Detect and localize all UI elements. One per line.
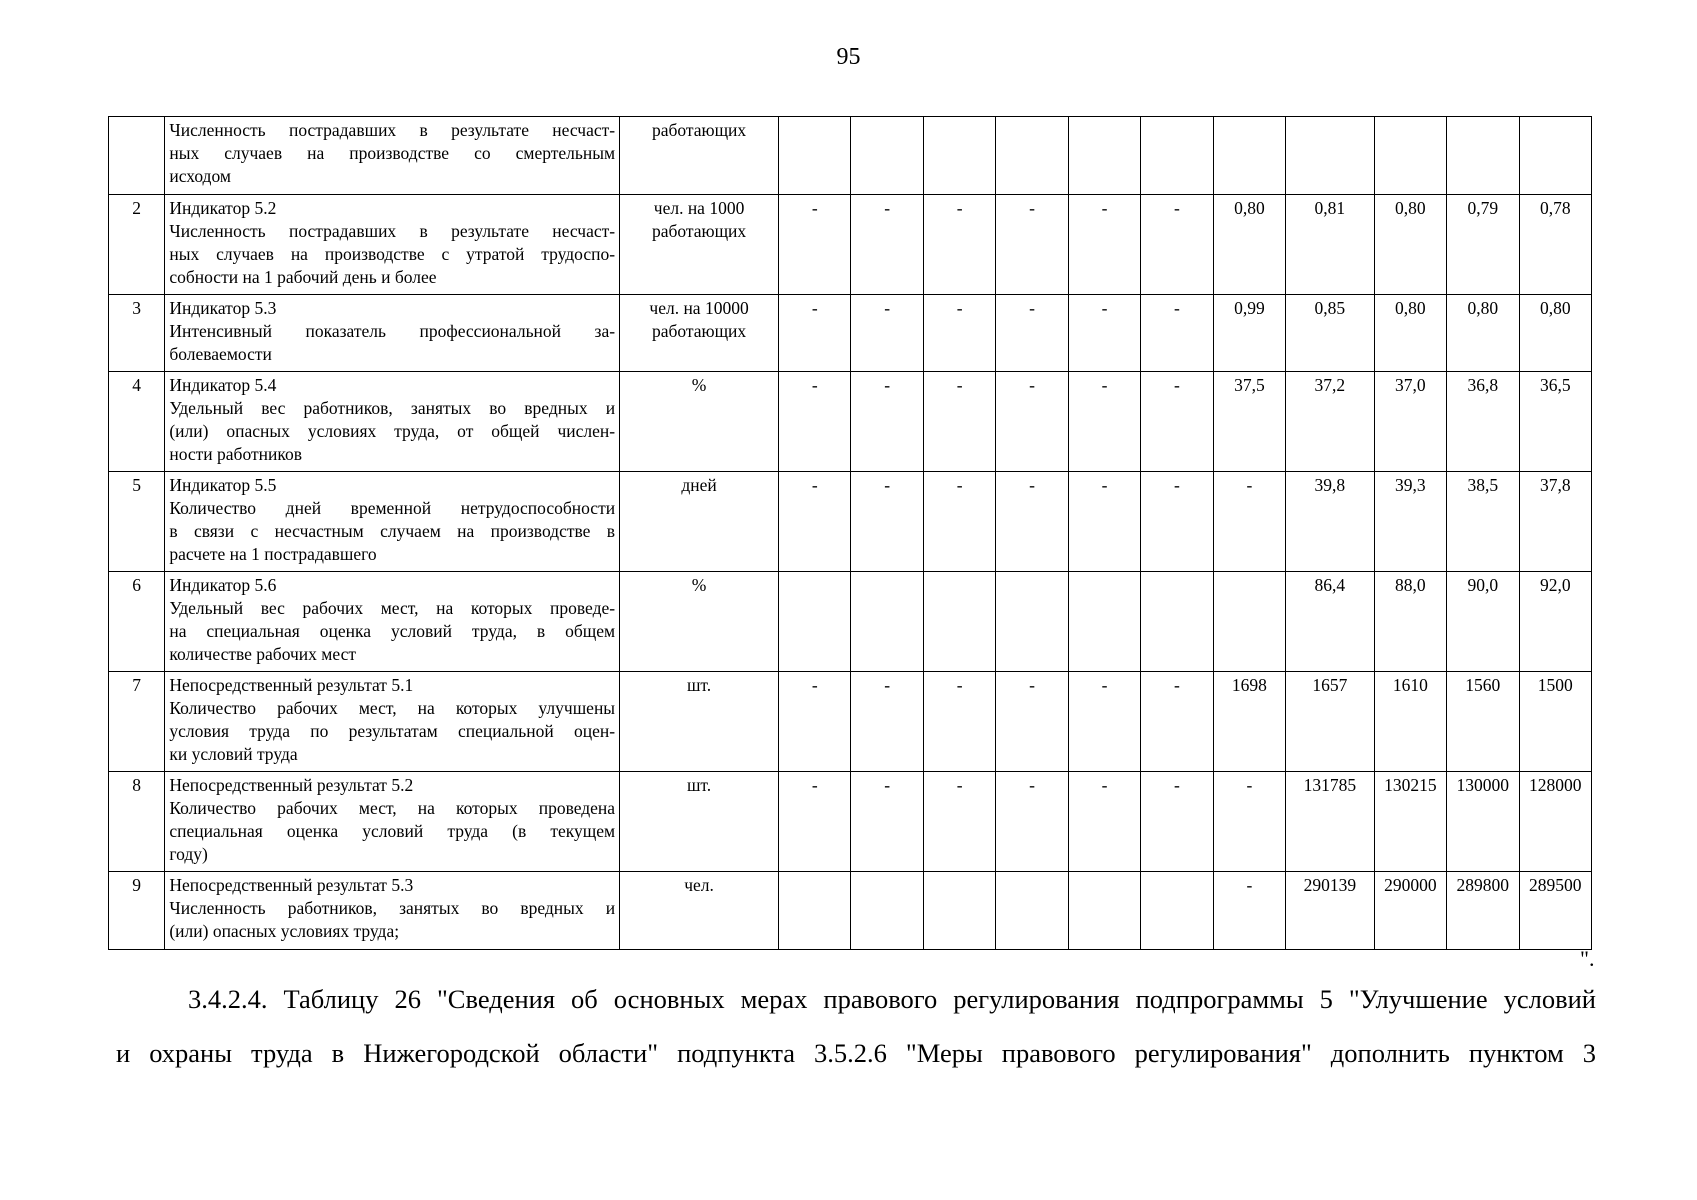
value-cell: 86,4 xyxy=(1286,572,1375,672)
value-cell xyxy=(923,117,995,195)
indicator-name-line: (или) опасных условиях труда, от общей числен- xyxy=(169,421,616,441)
indicator-name-line: Непосредственный результат 5.3 xyxy=(169,875,414,895)
indicator-name xyxy=(165,572,620,672)
value-cell: - xyxy=(851,372,923,472)
unit-line: чел. xyxy=(684,875,714,895)
unit-line: работающих xyxy=(651,221,747,241)
value-cell xyxy=(1141,572,1213,672)
value-cell xyxy=(1141,117,1213,195)
indicator-name-line: специальная оценка условий труда (в текущем xyxy=(169,821,616,841)
value-cell: - xyxy=(996,195,1068,295)
indicator-name-line: Индикатор 5.5 xyxy=(169,475,277,495)
indicator-name-line: в связи с несчастным случаем на производстве в xyxy=(169,521,616,541)
table-row xyxy=(109,295,1592,372)
indicator-name-line: Удельный вес работников, занятых во вредных и xyxy=(169,398,616,418)
unit-line: % xyxy=(691,575,707,595)
unit-line: шт. xyxy=(686,675,712,695)
value-cell: 0,80 xyxy=(1374,195,1446,295)
value-cell: 1698 xyxy=(1213,672,1285,772)
value-cell: - xyxy=(923,472,995,572)
value-cell: 0,80 xyxy=(1213,195,1285,295)
value-cell: 37,8 xyxy=(1519,472,1592,572)
indicator-name-line: ных случаев на производстве со смертельным xyxy=(169,143,616,163)
indicator-name xyxy=(165,472,620,572)
indicator-name-line: количестве рабочих мест xyxy=(169,644,356,664)
value-cell: 39,3 xyxy=(1374,472,1446,572)
value-cell: - xyxy=(1141,195,1213,295)
value-cell: 1610 xyxy=(1374,672,1446,772)
unit-cell xyxy=(620,472,779,572)
indicator-name-line: болеваемости xyxy=(169,344,272,364)
value-cell: - xyxy=(851,295,923,372)
value-cell xyxy=(1213,572,1285,672)
table-row xyxy=(109,872,1592,950)
table-row xyxy=(109,472,1592,572)
indicator-name-line: году) xyxy=(169,844,208,864)
unit-line: % xyxy=(691,375,707,395)
indicator-name-line: (или) опасных условиях труда; xyxy=(169,921,400,941)
indicator-name xyxy=(165,295,620,372)
value-cell: - xyxy=(851,195,923,295)
unit-line: работающих xyxy=(651,120,747,140)
value-cell: - xyxy=(1213,872,1285,950)
indicator-name-line: ных случаев на производстве с утратой трудоспо- xyxy=(169,244,616,264)
value-cell: - xyxy=(996,295,1068,372)
indicator-name-line: Количество рабочих мест, на которых улучшены xyxy=(169,698,616,718)
indicator-name-line: Непосредственный результат 5.1 xyxy=(169,675,414,695)
value-cell: 37,2 xyxy=(1286,372,1375,472)
value-cell: - xyxy=(1141,472,1213,572)
indicator-name-line: Численность работников, занятых во вредных и xyxy=(169,898,616,918)
value-cell: - xyxy=(923,672,995,772)
value-cell: - xyxy=(851,772,923,872)
indicators-table xyxy=(108,116,1592,950)
value-cell: 90,0 xyxy=(1447,572,1519,672)
value-cell: - xyxy=(923,295,995,372)
indicator-name-line: Индикатор 5.3 xyxy=(169,298,277,318)
row-number: 3 xyxy=(109,295,165,372)
amendment-paragraph xyxy=(116,972,1596,1080)
value-cell: 0,85 xyxy=(1286,295,1375,372)
row-number: 4 xyxy=(109,372,165,472)
value-cell: - xyxy=(1141,372,1213,472)
value-cell: - xyxy=(923,372,995,472)
unit-line: шт. xyxy=(686,775,712,795)
value-cell: - xyxy=(851,472,923,572)
value-cell xyxy=(996,872,1068,950)
indicator-name-line: условия труда по результатам специальной оцен- xyxy=(169,721,616,741)
row-number: 5 xyxy=(109,472,165,572)
value-cell: 131785 xyxy=(1286,772,1375,872)
value-cell: 0,80 xyxy=(1374,295,1446,372)
value-cell: - xyxy=(923,772,995,872)
indicator-name-line: исходом xyxy=(169,166,231,186)
indicator-name-line: собности на 1 рабочий день и более xyxy=(169,267,437,287)
indicator-name xyxy=(165,772,620,872)
indicator-name-line: Численность пострадавших в результате несчаст- xyxy=(169,221,616,241)
indicator-name xyxy=(165,117,620,195)
indicator-name-line: Интенсивный показатель профессиональной за- xyxy=(169,321,616,341)
value-cell: 130000 xyxy=(1447,772,1519,872)
unit-cell xyxy=(620,572,779,672)
indicator-name-line: Индикатор 5.2 xyxy=(169,198,277,218)
indicator-name xyxy=(165,672,620,772)
value-cell: 0,78 xyxy=(1519,195,1592,295)
value-cell: 130215 xyxy=(1374,772,1446,872)
value-cell: - xyxy=(1141,295,1213,372)
indicator-name-line: Численность пострадавших в результате несчаст- xyxy=(169,120,616,140)
row-number: 9 xyxy=(109,872,165,950)
row-number: 2 xyxy=(109,195,165,295)
value-cell xyxy=(851,117,923,195)
value-cell: 37,5 xyxy=(1213,372,1285,472)
value-cell xyxy=(1068,872,1140,950)
value-cell: 38,5 xyxy=(1447,472,1519,572)
unit-cell xyxy=(620,872,779,950)
value-cell xyxy=(996,572,1068,672)
indicator-name-line: Количество рабочих мест, на которых проведена xyxy=(169,798,616,818)
value-cell: - xyxy=(1068,195,1140,295)
value-cell: - xyxy=(996,772,1068,872)
unit-line: чел. на 1000 xyxy=(653,198,745,218)
table-row xyxy=(109,572,1592,672)
unit-line: дней xyxy=(681,475,717,495)
value-cell: 36,8 xyxy=(1447,372,1519,472)
value-cell xyxy=(1141,872,1213,950)
value-cell: - xyxy=(779,472,851,572)
indicator-name-line: ности работников xyxy=(169,444,302,464)
unit-cell xyxy=(620,295,779,372)
table-body xyxy=(109,117,1592,950)
value-cell xyxy=(1286,117,1375,195)
page-number: 95 xyxy=(836,44,861,70)
indicator-name-line: Удельный вес рабочих мест, на которых проведе- xyxy=(169,598,616,618)
value-cell xyxy=(851,872,923,950)
value-cell: - xyxy=(779,295,851,372)
value-cell: 289800 xyxy=(1447,872,1519,950)
value-cell xyxy=(779,872,851,950)
value-cell xyxy=(923,572,995,672)
indicator-name xyxy=(165,872,620,950)
row-number: 7 xyxy=(109,672,165,772)
value-cell xyxy=(779,117,851,195)
value-cell xyxy=(1213,117,1285,195)
table-row xyxy=(109,372,1592,472)
indicator-name xyxy=(165,372,620,472)
indicator-name-line: Индикатор 5.4 xyxy=(169,375,277,395)
value-cell: - xyxy=(851,672,923,772)
value-cell: - xyxy=(996,372,1068,472)
value-cell: - xyxy=(779,772,851,872)
value-cell: 290000 xyxy=(1374,872,1446,950)
value-cell: 0,79 xyxy=(1447,195,1519,295)
value-cell: 0,81 xyxy=(1286,195,1375,295)
paragraph-line-2: и охраны труда в Нижегородской области" подпункта 3.5.2.6 "Меры правового регулирования" дополнить пунктом 3 xyxy=(116,1038,1596,1068)
unit-cell xyxy=(620,372,779,472)
value-cell: - xyxy=(1213,472,1285,572)
value-cell: - xyxy=(1068,372,1140,472)
value-cell xyxy=(1068,117,1140,195)
indicator-name xyxy=(165,195,620,295)
value-cell: 0,99 xyxy=(1213,295,1285,372)
value-cell: 92,0 xyxy=(1519,572,1592,672)
row-number: 8 xyxy=(109,772,165,872)
value-cell: 1560 xyxy=(1447,672,1519,772)
unit-line: работающих xyxy=(651,321,747,341)
closing-quote: ". xyxy=(1580,946,1595,971)
unit-cell xyxy=(620,672,779,772)
value-cell xyxy=(1068,572,1140,672)
unit-cell xyxy=(620,195,779,295)
value-cell: - xyxy=(1068,472,1140,572)
value-cell xyxy=(996,117,1068,195)
unit-cell xyxy=(620,117,779,195)
paragraph-line-1: 3.4.2.4. Таблицу 26 "Сведения об основных мерах правового регулирования подпрограммы 5 "Улучшение условий xyxy=(188,984,1596,1014)
value-cell xyxy=(1374,117,1446,195)
value-cell xyxy=(1519,117,1592,195)
value-cell: - xyxy=(1141,772,1213,872)
value-cell: - xyxy=(923,195,995,295)
value-cell xyxy=(779,572,851,672)
indicator-name-line: Количество дней временной нетрудоспособности xyxy=(169,498,616,518)
table-row xyxy=(109,117,1592,195)
indicator-name-line: расчете на 1 пострадавшего xyxy=(169,544,377,564)
unit-cell xyxy=(620,772,779,872)
value-cell: 37,0 xyxy=(1374,372,1446,472)
table-row xyxy=(109,195,1592,295)
value-cell: 39,8 xyxy=(1286,472,1375,572)
unit-line: чел. на 10000 xyxy=(649,298,749,318)
indicator-name-line: ки условий труда xyxy=(169,744,298,764)
value-cell: 0,80 xyxy=(1519,295,1592,372)
row-number: 6 xyxy=(109,572,165,672)
value-cell: - xyxy=(996,672,1068,772)
indicator-name-line: Индикатор 5.6 xyxy=(169,575,277,595)
value-cell: 36,5 xyxy=(1519,372,1592,472)
value-cell: - xyxy=(779,372,851,472)
value-cell: - xyxy=(1068,772,1140,872)
table-row xyxy=(109,672,1592,772)
value-cell: - xyxy=(1068,672,1140,772)
value-cell: - xyxy=(779,672,851,772)
value-cell: - xyxy=(779,195,851,295)
value-cell: 1500 xyxy=(1519,672,1592,772)
value-cell xyxy=(1447,117,1519,195)
indicator-name-line: на специальная оценка условий труда, в общем xyxy=(169,621,616,641)
value-cell: - xyxy=(996,472,1068,572)
value-cell: 289500 xyxy=(1519,872,1592,950)
value-cell: 290139 xyxy=(1286,872,1375,950)
value-cell xyxy=(923,872,995,950)
value-cell: 88,0 xyxy=(1374,572,1446,672)
value-cell: - xyxy=(1068,295,1140,372)
value-cell: - xyxy=(1141,672,1213,772)
value-cell: 128000 xyxy=(1519,772,1592,872)
row-number xyxy=(109,117,165,195)
value-cell: 0,80 xyxy=(1447,295,1519,372)
indicator-name-line: Непосредственный результат 5.2 xyxy=(169,775,414,795)
value-cell: 1657 xyxy=(1286,672,1375,772)
value-cell: - xyxy=(1213,772,1285,872)
value-cell xyxy=(851,572,923,672)
table-row xyxy=(109,772,1592,872)
